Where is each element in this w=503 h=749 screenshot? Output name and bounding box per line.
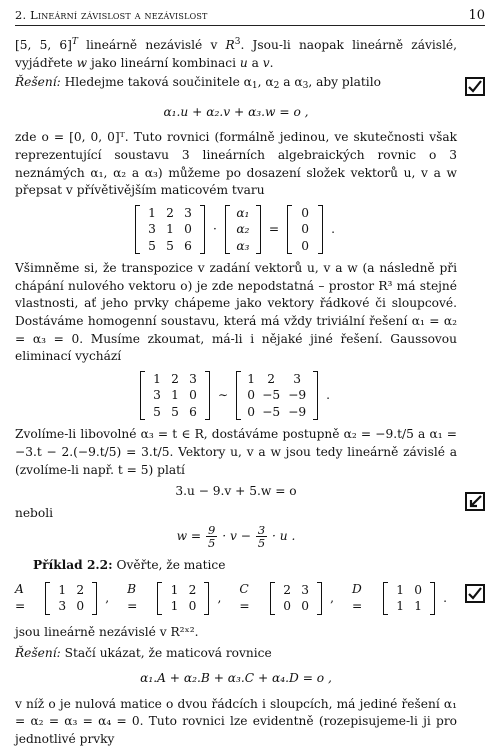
matrix-cell: 1 <box>396 599 404 614</box>
matrix-cell: 6 <box>189 404 197 419</box>
matrix-cell: 0 <box>301 238 309 253</box>
equation: α₁.u + α₂.v + α₃.w = o , <box>163 104 309 119</box>
example-heading: Příklad 2.2: Ověřte, že matice <box>33 558 226 573</box>
matrix-cell: 1 <box>170 582 179 597</box>
paragraph: Zvolíme-li libovolné α₃ = t ∈ R, dostáváme postupně α₂ = −9.t/5 a α₁ = −3.t − 2.(−9.t/5) = 3.t/5. Vektory u, v a w jsou tedy lineárně závislé a (zvolíme-li např. t = 5) platí <box>15 427 457 477</box>
matrix-cell: 2 <box>267 371 276 386</box>
solution-label: Řešení: <box>15 645 61 660</box>
matrix-cell: 5 <box>153 404 161 419</box>
solution-intro: Řešení: Stačí ukázat, že maticová rovnice <box>15 645 272 660</box>
matrix-cell: 3 <box>148 222 156 237</box>
matrix-name: C = <box>239 581 250 614</box>
matrix-cell: 0 <box>414 582 422 597</box>
matrix-cell: −5 <box>262 388 281 403</box>
separator: . <box>443 590 447 605</box>
matrix-c <box>270 582 322 615</box>
matrix-cell: 3 <box>189 371 197 386</box>
matrix-after <box>236 371 318 421</box>
matrix-cell: 0 <box>188 599 197 614</box>
solution-intro: Řešení: Hledejme taková součinitele $\alpha_1$, $\alpha_2$ a $\alpha_3$, aby platilo <box>15 75 381 92</box>
paragraph: [5, 5, 6]$^T$ lineárně nezávislé v $R^3$. Jsou-li naopak lineárně závislé, vyjádřete w jako lineární kombinaci u a v. <box>15 37 457 70</box>
separator: , <box>330 590 334 605</box>
matrix-cell: 3 <box>184 205 192 220</box>
matrix-cell: 0 <box>301 599 309 614</box>
matrix-cell: 2 <box>188 582 197 597</box>
solution-label: Řešení: <box>15 75 61 90</box>
equation: 3.u − 9.v + 5.w = o <box>175 484 297 499</box>
matrix-cell: 3 <box>293 371 302 386</box>
document-body <box>15 34 457 749</box>
matrix-cell: −9 <box>288 404 307 419</box>
matrix-cell: 3 <box>58 599 67 614</box>
matrix-b <box>157 582 209 615</box>
matrix-cell: 5 <box>148 238 156 253</box>
paragraph: jsou lineárně nezávislé v R²ˣ². <box>15 625 199 640</box>
matrix-cell: 2 <box>171 371 179 386</box>
zero-vector <box>287 205 323 255</box>
matrix-cell: 0 <box>301 222 309 237</box>
paragraph: zde o = [0, 0, 0]ᵀ. Tuto rovnici (formálně jedinou, ve skutečnosti však reprezentující soustavu 3 lineárních algebraických rovnic o 3 neznámých α₁, α₂ a α₃) můžeme po dosazení složek vektorů u, v a w přepsat v přívětivějším maticovém tvaru <box>15 130 457 198</box>
coefficient-matrix <box>135 205 205 255</box>
equation: w = $\frac{9}{5}$ · v − $\frac{3}{5}$ · u . <box>176 523 296 551</box>
matrix-cell: 2 <box>166 205 174 220</box>
check-icon[interactable] <box>465 584 485 603</box>
matrix-cell: 5 <box>171 404 179 419</box>
matrix-cell: α₁ <box>236 205 250 220</box>
matrix-cell: 1 <box>396 582 404 597</box>
matrix-name: A = <box>15 581 26 614</box>
matrix-cell: 0 <box>76 599 85 614</box>
matrix-cell: 1 <box>148 205 156 220</box>
section-title: 2. Lineární závislost a nezávislost <box>15 8 208 22</box>
matrix-cell: 0 <box>247 404 256 419</box>
page-number: 10 <box>468 8 485 23</box>
matrix-cell: 1 <box>171 388 179 403</box>
arrow-icon[interactable] <box>465 492 485 511</box>
matrix-cell: 1 <box>247 371 256 386</box>
separator: , <box>105 590 110 605</box>
matrix-d <box>383 582 435 615</box>
paragraph: Všimněme si, že transpozice v zadání vektorů u, v a w (a následně při chápání nulového vektoru o) je zde nepodstatná – prostor R³ má stejné vlastnosti, ať jeho prvky chápeme jako vektory řádkové či sloupcové. Dostáváme homogenní soustavu, která má vždy triviální řešení α₁ = α₂ = α₃ = 0. Musíme zkoumat, má-li i nějaké jiné řešení. Gaussovou eliminací vychází <box>15 261 457 364</box>
matrix-cell: 0 <box>283 599 291 614</box>
matrix-cell: 1 <box>170 599 179 614</box>
matrix-cell: α₂ <box>236 222 250 237</box>
alpha-vector <box>225 205 261 255</box>
matrix-cell: 0 <box>189 388 197 403</box>
paragraph: v níž o je nulová matice o dvou řádcích i sloupcích, má jediné řešení α₁ = α₂ = α₃ = α₄ = 0. Tuto rovnici lze evidentně (rozepisujeme-li ji pro jednotlivé prvky <box>15 696 457 747</box>
matrix-cell: 1 <box>166 222 174 237</box>
matrix-cell: 1 <box>153 371 161 386</box>
check-icon[interactable] <box>465 77 485 96</box>
gauss-elimination: 1 2 3 3 1 0 5 5 6 ∼ 1 2 3 0 −5 −9 0 −5 −9 . <box>15 371 457 421</box>
matrix-equation: 1 2 3 3 1 0 5 5 6 · α₁ α₂ α₃ = 0 0 0 . <box>15 205 457 255</box>
matrix-cell: −9 <box>288 388 307 403</box>
example-label: Příklad 2.2: <box>33 558 113 573</box>
matrix-before <box>140 371 210 421</box>
matrix-cell: 0 <box>247 388 256 403</box>
matrix-name: D = <box>351 581 363 614</box>
matrices-row <box>15 581 457 616</box>
matrix-cell: 3 <box>153 388 161 403</box>
matrix-cell: 0 <box>301 205 309 220</box>
matrix-cell: 2 <box>76 582 85 597</box>
matrix-cell: 1 <box>414 599 422 614</box>
paragraph: neboli <box>15 505 53 520</box>
separator: , <box>217 590 222 605</box>
running-header <box>15 7 485 26</box>
matrix-name: B = <box>127 581 138 614</box>
matrix-cell: 6 <box>184 238 192 253</box>
matrix-cell: −5 <box>262 404 281 419</box>
matrix-cell: 2 <box>283 582 291 597</box>
matrix-cell: 1 <box>58 582 67 597</box>
matrix-a <box>45 582 97 615</box>
equation: α₁.A + α₂.B + α₃.C + α₄.D = o , <box>140 671 332 686</box>
matrix-cell: 5 <box>166 238 174 253</box>
matrix-cell: α₃ <box>236 238 250 253</box>
matrix-cell: 0 <box>184 222 192 237</box>
matrix-cell: 3 <box>301 582 309 597</box>
